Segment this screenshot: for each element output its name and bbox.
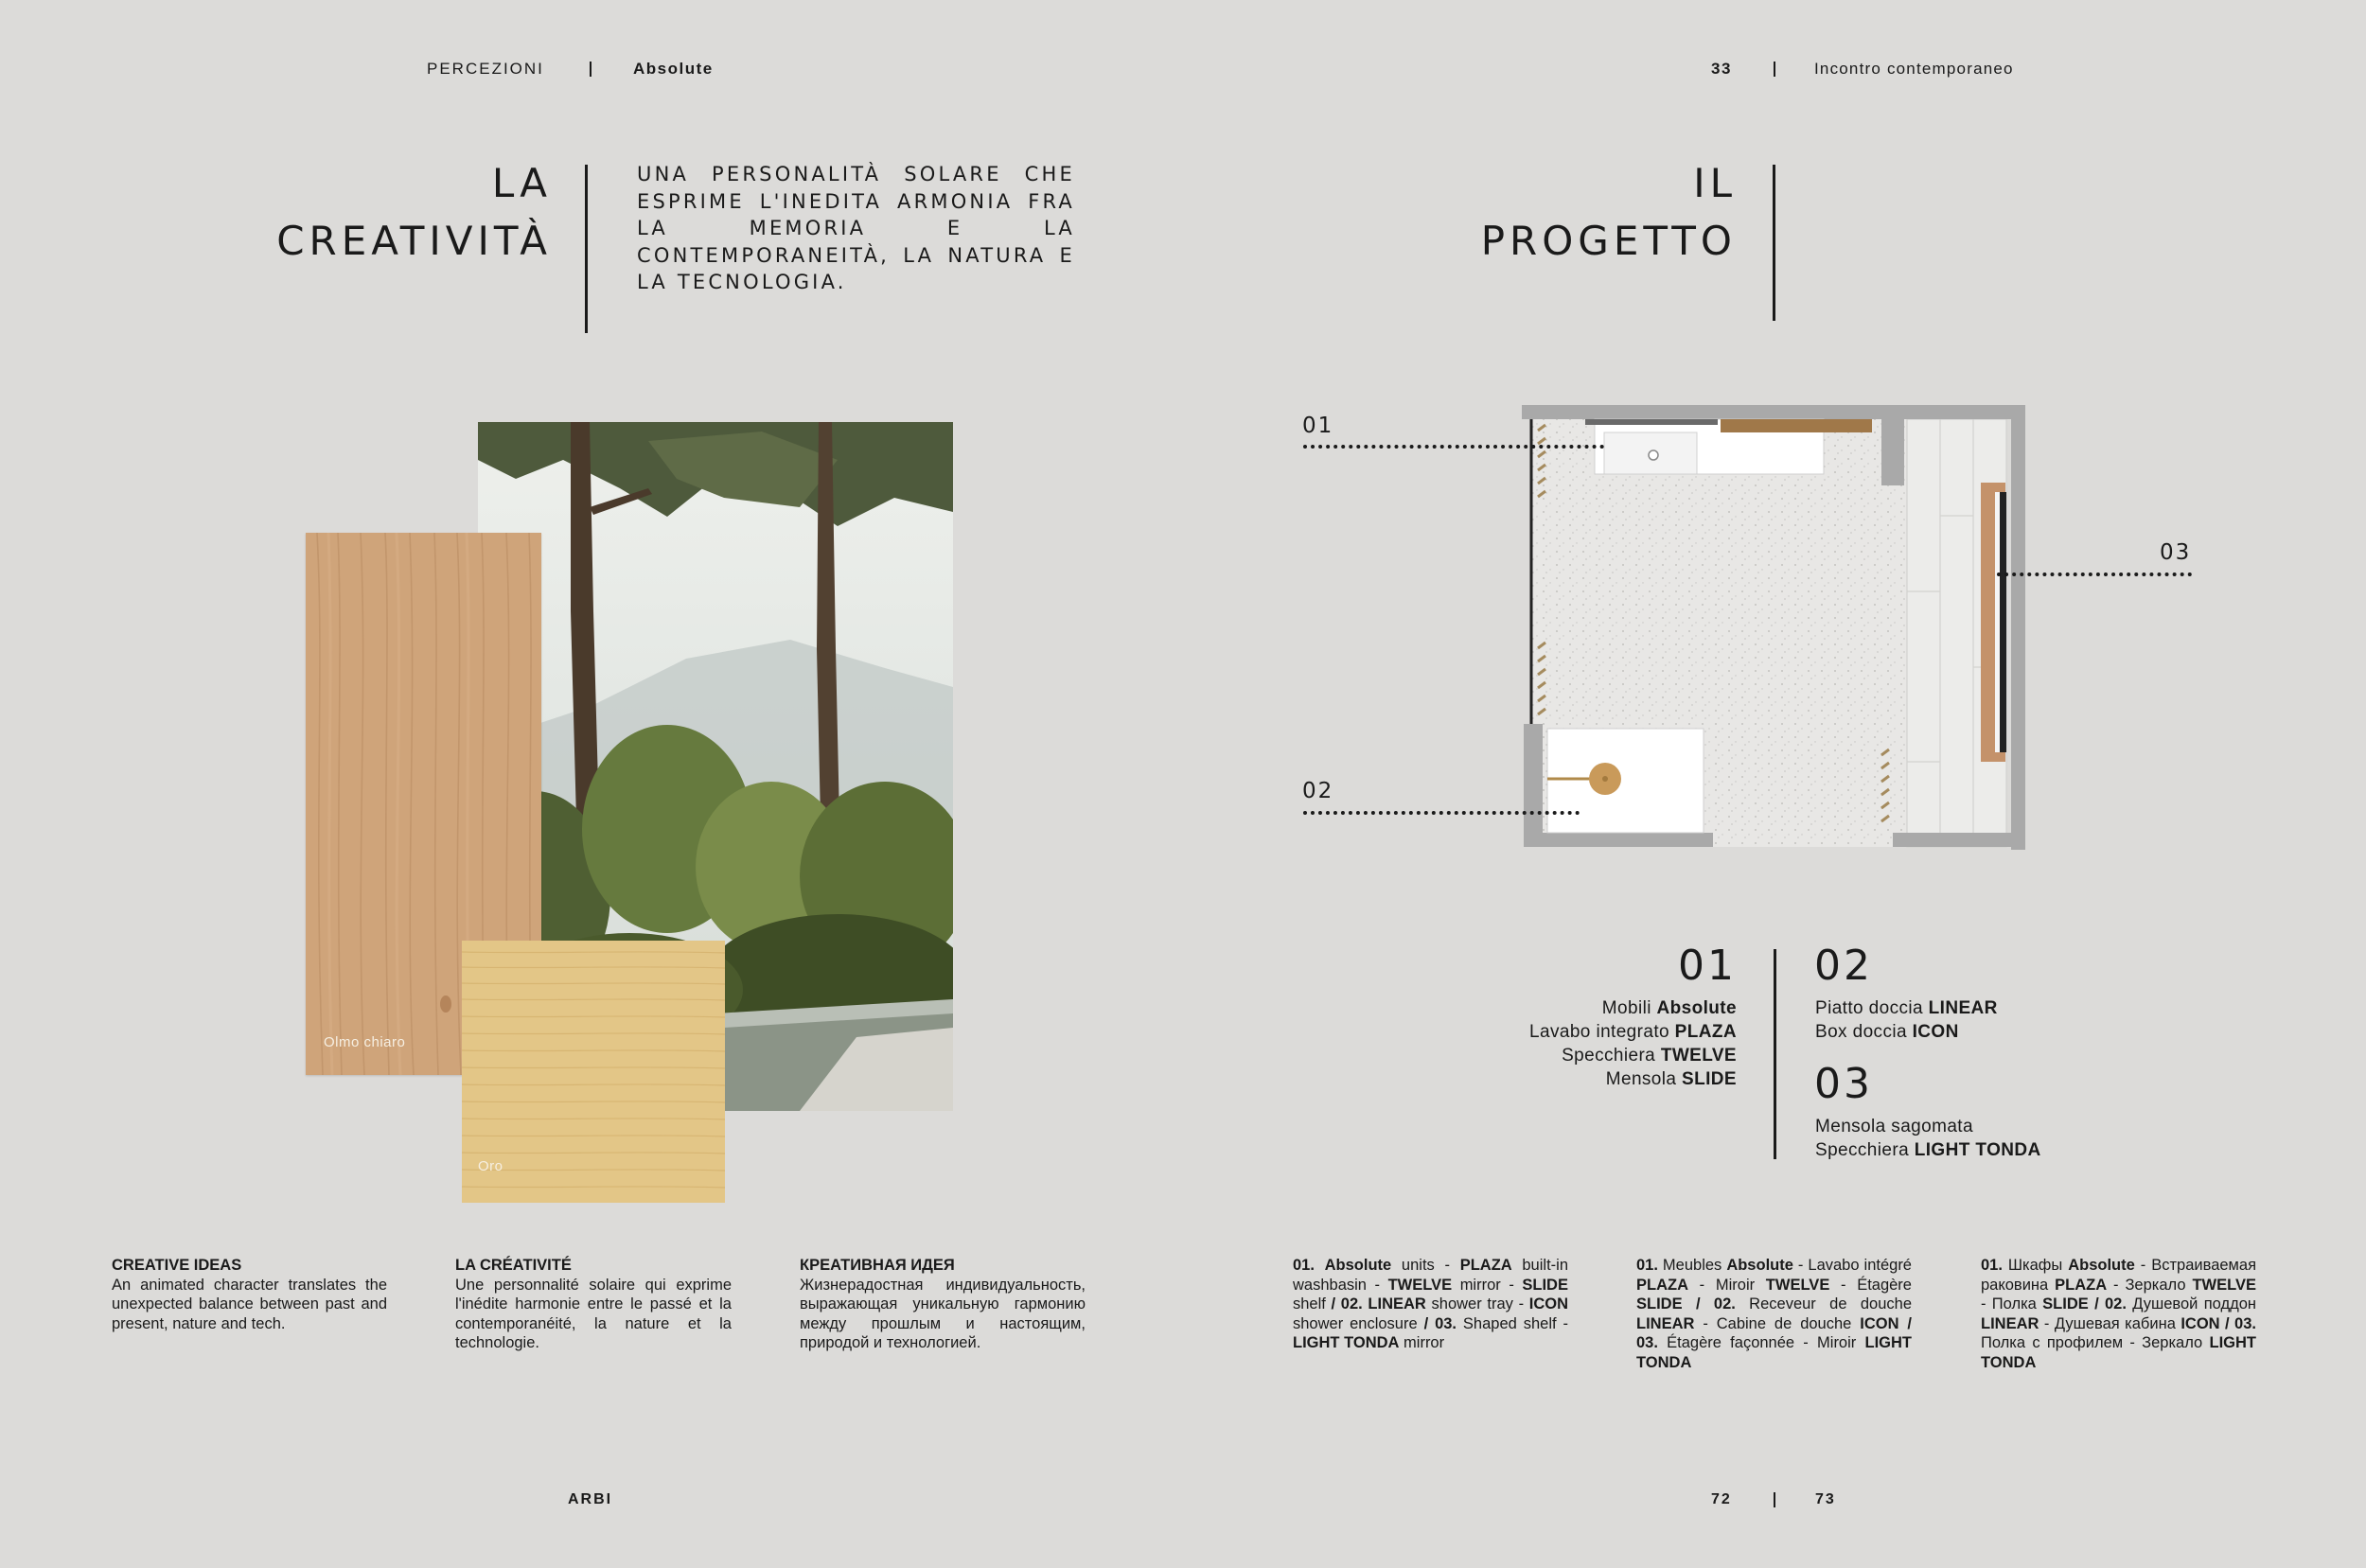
legend-list-01: [1420, 996, 1737, 1091]
header-page-number: 33: [1711, 60, 1732, 78]
caption-ru: 01. Шкафы Absolute - Встраиваемая раковина PLAZA - Зеркало TWELVE - Полка SLIDE / 02. Душевой поддон LINEAR - Душевая кабина ICON / 03. Полка с профилем - Зеркало LIGHT TONDA: [1981, 1257, 2257, 1371]
swatch-label-oro: Oro: [478, 1158, 503, 1174]
header-separator: [1774, 62, 1775, 77]
swatch-label-olmo: Olmo chiaro: [324, 1034, 406, 1050]
plan-label-03: 03: [2160, 540, 2192, 565]
caption-title: КРЕАТИВНАЯ ИДЕЯ: [800, 1257, 955, 1274]
title-line-1: LA: [491, 160, 552, 206]
caption-ru: [800, 1256, 1086, 1353]
legend-list-03: [1815, 1115, 2041, 1162]
swatch-oro: [462, 941, 725, 1203]
leader-line-03: [1997, 573, 2192, 576]
legend-number-03: 03: [1814, 1060, 1873, 1108]
caption-title: LA CRÉATIVITÉ: [455, 1257, 572, 1274]
leader-line-01: [1303, 445, 1604, 449]
header-subtitle: Incontro contemporaneo: [1814, 60, 2014, 78]
legend-item: Specchiera TWELVE: [1562, 1046, 1737, 1066]
title-line-1: IL: [1693, 160, 1737, 206]
legend-number-02: 02: [1814, 942, 1873, 990]
page-number-left: 72: [1711, 1491, 1732, 1507]
caption-text: Une personnalité solaire qui exprime l'inédite harmonie entre le passé et la contemporanéité, la nature et la technologie.: [455, 1276, 732, 1351]
legend-list-02: [1815, 996, 1998, 1044]
caption-text: An animated character translates the unexpected balance between past and present, nature and tech.: [112, 1276, 387, 1332]
caption-fr: [455, 1256, 732, 1353]
title-divider: [1773, 165, 1775, 321]
page-number-right: 73: [1815, 1491, 1836, 1507]
legend-item: Lavabo integrato PLAZA: [1529, 1022, 1737, 1042]
title-line-2: PROGETTO: [1480, 218, 1737, 264]
page-title-creativita: [189, 154, 552, 270]
caption-title: CREATIVE IDEAS: [112, 1257, 242, 1274]
legend-item: Specchiera LIGHT TONDA: [1815, 1140, 2041, 1160]
caption-en: 01. Absolute units - PLAZA built-in washbasin - TWELVE mirror - SLIDE shelf / 02. LINEAR shower tray - ICON shower enclosure / 03. Shaped shelf - LIGHT TONDA mirror: [1293, 1257, 1569, 1351]
footer-separator: [1774, 1492, 1775, 1507]
caption-en: [112, 1256, 387, 1333]
plan-label-02: 02: [1302, 779, 1334, 803]
title-line-2: CREATIVITÀ: [276, 218, 552, 264]
floor-plan: [1514, 402, 2025, 852]
legend-item: Mensola sagomata: [1815, 1117, 1973, 1136]
title-divider: [585, 165, 588, 333]
leader-line-02: [1303, 811, 1580, 815]
bathroom-plan-illustration: [1514, 402, 2025, 852]
caption-fr: 01. Meubles Absolute - Lavabo intégré PLAZA - Miroir TWELVE - Étagère SLIDE / 02. Receveur de douche LINEAR - Cabine de douche ICON / 03. Étagère façonnée - Miroir LIGHT TONDA: [1636, 1257, 1912, 1371]
caption-text: Жизнерадостная индивидуальность, выражающая уникальную гармонию между прошлым и настоящим, природой и технологией.: [800, 1276, 1086, 1351]
legend-item: Box doccia ICON: [1815, 1022, 1959, 1042]
page-subtitle: UNA PERSONALITÀ SOLARE CHE ESPRIME L'INEDITA ARMONIA FRA LA MEMORIA E LA CONTEMPORANEITÀ, LA NATURA E LA TECNOLOGIA.: [637, 163, 1075, 293]
legend-item: Mensola SLIDE: [1605, 1069, 1737, 1089]
legend-number-01: 01: [1678, 942, 1737, 990]
legend-item: Piatto doccia LINEAR: [1815, 998, 1998, 1018]
header-section-label: PERCEZIONI: [427, 60, 544, 78]
legend-divider: [1774, 949, 1776, 1159]
legend-item: Mobili Absolute: [1601, 998, 1737, 1018]
footer-brand: ARBI: [568, 1491, 613, 1507]
page-title-progetto: [1420, 154, 1737, 270]
header-collection-label: Absolute: [633, 60, 714, 78]
header-separator: [590, 62, 592, 77]
plan-label-01: 01: [1302, 414, 1334, 438]
